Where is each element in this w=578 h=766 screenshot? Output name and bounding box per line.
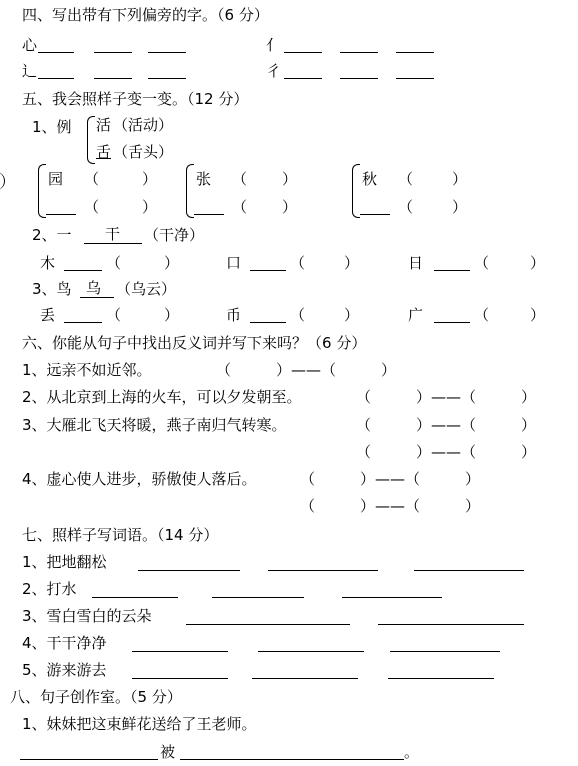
answer-blank[interactable] (38, 78, 74, 79)
section-8-title: 八、句子创作室。（5 分） (10, 688, 182, 706)
answer-blank[interactable] (212, 597, 304, 598)
example-word: （活动） (113, 116, 174, 134)
answer-blank[interactable] (284, 52, 322, 53)
antonym-pair[interactable]: （ ）——（ ） (356, 416, 537, 434)
prompt-char: 丢 (40, 306, 56, 324)
prompt-char: 秋 (362, 170, 378, 188)
question-text: 2、打水 (22, 580, 77, 598)
paren-close: ） (452, 198, 468, 216)
question-text: 2、从北京到上海的火车，可以夕发朝至。 (22, 388, 302, 406)
margin-mark (0, 172, 5, 190)
example-word: （干净） (144, 226, 205, 244)
paren-close: ） (142, 170, 158, 188)
answer-blank[interactable] (64, 322, 102, 323)
paren-open: （ (398, 198, 414, 216)
bei-char: 被 (160, 743, 176, 761)
answer-blank[interactable] (94, 52, 132, 53)
answer-blank[interactable] (396, 52, 434, 53)
example-char: 舌 (96, 143, 112, 161)
paren-open: （ (474, 254, 490, 272)
answer-blank[interactable] (132, 678, 228, 679)
question-text: 3、大雁北飞天将暖，燕子南归气转寒。 (22, 416, 287, 434)
prompt-char: 日 (408, 254, 424, 272)
paren-close: ） (142, 198, 158, 216)
prompt-char: 广 (408, 306, 424, 324)
example-label: 2、一 (32, 226, 72, 244)
antonym-pair[interactable]: （ ）——（ ） (300, 470, 481, 488)
paren-open: （ (232, 170, 248, 188)
brace (186, 164, 194, 218)
paren-open: （ (290, 254, 306, 272)
example-word: （舌头） (113, 143, 174, 161)
example-label: 3、鸟 (32, 280, 72, 298)
period: 。 (404, 743, 420, 761)
question-text: 1、妹妹把这束鲜花送给了王老师。 (22, 715, 257, 733)
answer-blank[interactable] (340, 52, 378, 53)
answer-blank[interactable] (92, 597, 178, 598)
antonym-pair[interactable]: （ ）——（ ） (300, 497, 481, 515)
answer-blank[interactable] (284, 78, 322, 79)
section-5-title: 五、我会照样子变一变。（12 分） (22, 90, 249, 108)
antonym-pair[interactable]: （ ）——（ ） (356, 443, 537, 461)
answer-blank[interactable] (250, 270, 286, 271)
question-text: 4、干干净净 (22, 634, 107, 652)
prompt-char: 木 (40, 254, 56, 272)
answer-blank[interactable] (360, 214, 390, 215)
paren-close: ） (452, 170, 468, 188)
answer-blank[interactable] (434, 322, 470, 323)
example-word: （乌云） (116, 280, 177, 298)
prompt-char: 币 (226, 306, 242, 324)
paren-close: ） (344, 254, 360, 272)
answer-blank[interactable] (186, 624, 350, 625)
answer-blank[interactable] (138, 570, 240, 571)
answer-blank[interactable] (378, 624, 524, 625)
radical-walk: 辶 (22, 62, 38, 80)
paren-open: （ (106, 306, 122, 324)
answer-blank[interactable] (194, 214, 224, 215)
paren-close: ） (282, 170, 298, 188)
paren-open: （ (84, 198, 100, 216)
paren-close: ） (344, 306, 360, 324)
section-6-title: 六、你能从句子中找出反义词并写下来吗？（6 分） (22, 334, 367, 352)
example-char: 活 (96, 116, 112, 134)
answer-blank[interactable] (258, 651, 364, 652)
prompt-char: 园 (48, 170, 64, 188)
example-char: 干 (105, 225, 121, 243)
paren-open: （ (106, 254, 122, 272)
answer-blank[interactable] (148, 52, 186, 53)
paren-close: ） (164, 306, 180, 324)
question-text: 3、雪白雪白的云朵 (22, 607, 152, 625)
paren-close: ） (282, 198, 298, 216)
question-text: 4、虚心使人进步，骄傲使人落后。 (22, 470, 257, 488)
answer-blank[interactable] (252, 678, 358, 679)
prompt-char: 口 (226, 254, 242, 272)
question-text: 1、把地翻松 (22, 553, 107, 571)
paren-open: （ (232, 198, 248, 216)
antonym-pair[interactable]: （ ）——（ ） (216, 361, 397, 379)
answer-blank[interactable] (414, 570, 524, 571)
section-7-title: 七、照样子写词语。（14 分） (22, 526, 219, 544)
paren-open: （ (290, 306, 306, 324)
answer-blank[interactable] (132, 651, 228, 652)
example-label: 1、例 (32, 118, 72, 136)
answer-blank[interactable] (180, 759, 404, 760)
answer-blank[interactable] (340, 78, 378, 79)
answer-blank[interactable] (38, 52, 74, 53)
answer-blank[interactable] (250, 322, 286, 323)
example-underline (84, 243, 142, 244)
brace (87, 116, 95, 164)
answer-blank[interactable] (46, 214, 76, 215)
brace (38, 164, 46, 218)
prompt-char: 张 (196, 170, 212, 188)
question-text: 1、远亲不如近邻。 (22, 361, 152, 379)
radical-double-person: 彳 (266, 62, 282, 80)
example-underline (80, 297, 114, 298)
paren-close: ） (530, 254, 546, 272)
radical-person: 亻 (266, 36, 282, 54)
paren-open: （ (474, 306, 490, 324)
answer-blank[interactable] (148, 78, 186, 79)
answer-blank[interactable] (390, 651, 500, 652)
answer-blank[interactable] (396, 78, 434, 79)
answer-blank[interactable] (434, 270, 470, 271)
paren-open: （ (84, 170, 100, 188)
answer-blank[interactable] (94, 78, 132, 79)
answer-blank[interactable] (64, 270, 102, 271)
antonym-pair[interactable]: （ ）——（ ） (356, 388, 537, 406)
section-4-title: 四、写出带有下列偏旁的字。（6 分） (22, 6, 269, 24)
brace (352, 164, 360, 218)
paren-open: （ (398, 170, 414, 188)
answer-blank[interactable] (268, 570, 378, 571)
radical-heart: 心 (22, 36, 38, 54)
answer-blank[interactable] (388, 678, 494, 679)
paren-close: ） (530, 306, 546, 324)
answer-blank[interactable] (342, 597, 442, 598)
answer-blank[interactable] (20, 759, 158, 760)
example-char: 乌 (86, 279, 102, 297)
paren-close: ） (164, 254, 180, 272)
question-text: 5、游来游去 (22, 661, 107, 679)
